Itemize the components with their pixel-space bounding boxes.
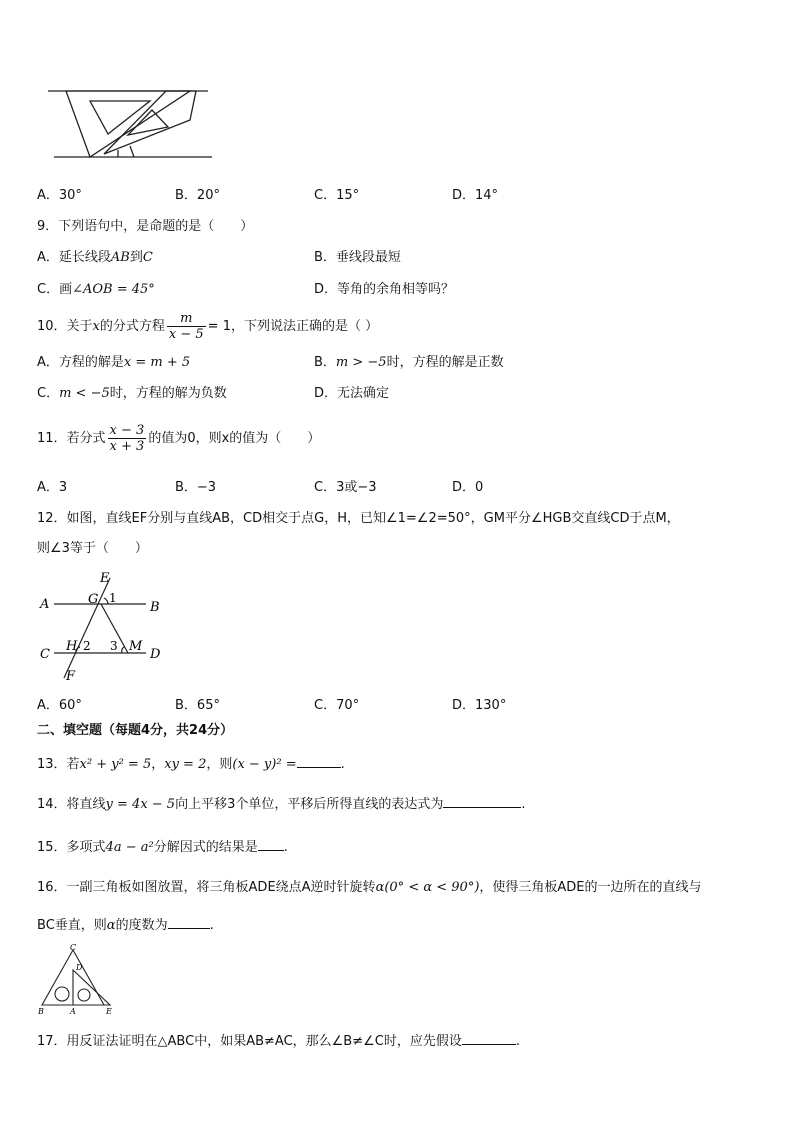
section-title-fill-blank: 二、填空题（每题4分，共24分） — [37, 723, 234, 738]
q9-c-angle: ∠AOB = 45° — [72, 282, 155, 297]
q10-x: x — [92, 319, 100, 334]
q15-expr: 4a − a² — [105, 840, 154, 855]
q10-a-text: A．方程的解是 — [37, 355, 124, 370]
q17-end: . — [515, 1034, 520, 1049]
q12-option-a: A．60° — [37, 698, 82, 713]
tri-label-b: B — [38, 1007, 44, 1016]
q16-alpha: α — [375, 880, 385, 895]
q13-expr-1: x² + y² = 5 — [79, 757, 152, 772]
tri-label-e: E — [106, 1007, 112, 1016]
q9-option-d: D．等角的余角相等吗？ — [314, 282, 455, 297]
q11-option-d: D．0 — [452, 480, 484, 495]
q11-numerator: x − 3 — [109, 423, 145, 438]
tri-label-c: C — [70, 943, 77, 952]
q12-stem-line2: 则∠3等于（ ） — [37, 541, 148, 556]
q9-c-text: C．画 — [37, 282, 73, 297]
q9-stem: 9．下列语句中，是命题的是（ ） — [37, 219, 254, 234]
q11-denominator: x + 3 — [109, 439, 145, 454]
q11-option-b: B．−3 — [175, 480, 217, 495]
q10-eq: = 1 — [207, 319, 231, 334]
q16-line2-post: 的度数为 — [115, 918, 168, 933]
q13-end: . — [340, 757, 345, 772]
q10-option-d: D．无法确定 — [314, 386, 390, 401]
q16-end: . — [209, 918, 214, 933]
q9-option-b: B．垂线段最短 — [314, 250, 401, 265]
tri-label-d: D — [76, 963, 83, 972]
q14-end: . — [521, 797, 526, 812]
q16-line2-pre: BC垂直，则 — [37, 918, 107, 933]
q8-option-c: C．15° — [314, 188, 360, 203]
q10-post: ，下列说法正确的是（ ） — [230, 319, 379, 334]
q11-option-c: C．3或−3 — [314, 480, 377, 495]
q10-pre: 10．关于 — [37, 319, 93, 334]
label-c: C — [40, 647, 50, 662]
q13-sep: ， — [151, 757, 165, 772]
q10-c-expr: m < −5 — [59, 386, 110, 401]
q9-a-mid: 到 — [129, 250, 143, 265]
q10-b-post: 时，方程的解是正数 — [386, 355, 504, 370]
q14-post: 向上平移3个单位，平移后所得直线的表达式为 — [175, 797, 444, 812]
q14-pre: 14．将直线 — [37, 797, 106, 812]
q10-a-expr: x = m + 5 — [123, 355, 191, 370]
q11-pre: 11．若分式 — [37, 431, 106, 446]
q13-mid: ，则 — [206, 757, 233, 772]
q8-option-d: D．14° — [452, 188, 499, 203]
q14-expr: y = 4x − 5 — [105, 797, 176, 812]
q13-expr-3: (x − y)² = — [232, 757, 297, 772]
q12-option-d: D．130° — [452, 698, 507, 713]
q17-answer-blank[interactable] — [462, 1032, 516, 1045]
q10-denominator: x − 5 — [168, 327, 204, 342]
q8-option-a: A．30° — [37, 188, 82, 203]
q13-expr-2: xy = 2 — [164, 757, 207, 772]
q15-end: . — [283, 840, 288, 855]
label-m: M — [129, 639, 143, 654]
q15-pre: 15．多项式 — [37, 840, 106, 855]
q16-range: (0° < α < 90°) — [384, 880, 480, 895]
q10-c-pre: C． — [37, 386, 60, 401]
q10-b-pre: B． — [314, 355, 336, 370]
label-angle-2: 2 — [83, 639, 91, 653]
q16-pre: 16．一副三角板如图放置，将三角板ADE绕点A逆时针旋转 — [37, 880, 376, 895]
label-g: G — [88, 592, 99, 607]
q13-pre: 13．若 — [37, 757, 80, 772]
label-f: F — [66, 669, 76, 684]
q17-stem — [37, 1032, 520, 1050]
q9-a-ab: AB — [110, 250, 130, 265]
tri-label-a: A — [70, 1007, 76, 1016]
q16-line2-alpha: α — [106, 918, 116, 933]
q10-mid: 的分式方程 — [99, 319, 165, 334]
q12-stem-line1: 12．如图，直线EF分别与直线AB，CD相交于点G，H，已知∠1=∠2=50°，GM平分∠HGB交直线CD于点M， — [37, 511, 680, 526]
q16-post: ，使得三角板ADE的一边所在的直线与 — [479, 880, 702, 895]
q11-post: 的值为0，则x的值为（ ） — [148, 431, 321, 446]
label-h: H — [66, 639, 78, 654]
q15-post: 分解因式的结果是 — [153, 840, 258, 855]
q11-option-a: A．3 — [37, 480, 68, 495]
q17-text: 17．用反证法证明在△ABC中，如果AB≠AC，那么∠B≠∠C时，应先假设 — [37, 1034, 462, 1049]
label-d: D — [150, 647, 161, 662]
q12-option-c: C．70° — [314, 698, 360, 713]
q10-c-post: 时，方程的解为负数 — [109, 386, 227, 401]
q9-a-text: A．延长线段 — [37, 250, 111, 265]
q10-numerator: m — [167, 311, 206, 327]
q10-b-expr: m > −5 — [335, 355, 387, 370]
label-angle-1: 1 — [109, 591, 117, 605]
label-angle-3: 3 — [110, 639, 118, 653]
label-e: E — [100, 571, 110, 586]
label-b: B — [150, 600, 160, 615]
q9-a-c: C — [142, 250, 153, 265]
q8-option-b: B．20° — [175, 188, 220, 203]
q12-option-b: B．65° — [175, 698, 220, 713]
label-a: A — [40, 597, 50, 612]
